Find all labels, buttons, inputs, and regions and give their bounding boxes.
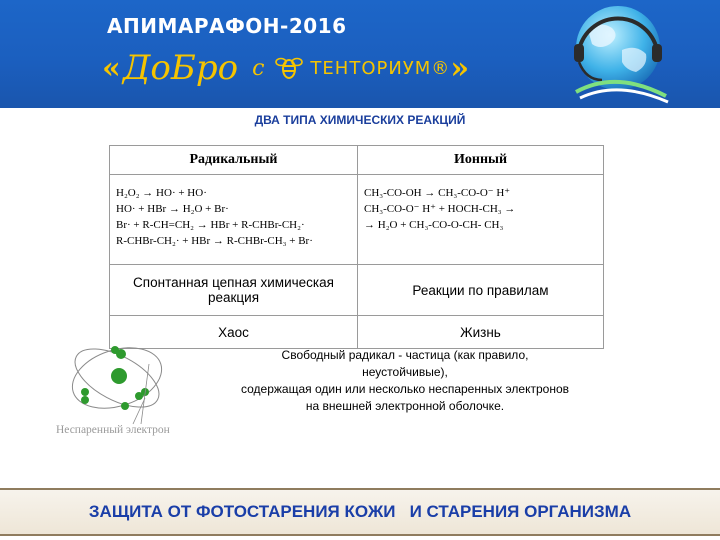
- slogan-conj: с: [252, 55, 265, 81]
- table-header-row: [110, 146, 604, 175]
- unpaired-electron-label: Неспаренный электрон: [56, 424, 170, 436]
- radical-equations: [110, 175, 358, 265]
- event-title: АПИМАРАФОН-2016: [107, 14, 347, 38]
- radical-eq-line: Br· + R-CH=CH₂ → HBr + R-CHBr-CH₂·: [116, 219, 305, 231]
- quote-close: »: [450, 50, 470, 86]
- definition-line: на внешней электронной оболочке.: [305, 399, 505, 413]
- slogan: [102, 48, 469, 88]
- ionic-equations: [358, 175, 604, 265]
- header-banner: [0, 0, 720, 108]
- slide-title: ДВА ТИПА ХИМИЧЕСКИХ РЕАКЦИЙ: [254, 113, 466, 127]
- definition-line: Свободный радикал - частица (как правило,: [281, 348, 529, 362]
- radical-eq-line: R-CHBr-CH₂· + HBr → R-CHBr-CH₃ + Br·: [116, 235, 313, 247]
- ionic-eq-line: CH₃-CO-OH → CH₃-CO-O⁻ H⁺: [364, 187, 511, 199]
- radical-eq-line: HO· + HBr → H₂O + Br·: [116, 203, 229, 215]
- ionic-summary: Жизнь: [358, 316, 604, 349]
- ionic-type: Реакции по правилам: [358, 265, 604, 316]
- reaction-table: [109, 145, 604, 349]
- definition-line: неустойчивые),: [362, 365, 448, 379]
- quote-open: «: [102, 50, 121, 86]
- brand-name: ТЕНТОРИУМ®: [310, 57, 451, 79]
- slogan-word: ДоБро: [122, 48, 239, 88]
- ionic-eq-line: → H₂O + CH₃-CO-O-CH- CH₃: [364, 219, 504, 231]
- radical-type: Спонтанная цепная химическая реакция: [110, 265, 358, 316]
- header-radical: Радикальный: [110, 146, 358, 175]
- ionic-eq-line: CH₃-CO-O⁻ H⁺ + HOCH-CH₃ →: [364, 203, 516, 215]
- bee-icon: [274, 53, 304, 83]
- header-ionic: Ионный: [358, 146, 604, 175]
- definition-line: содержащая один или несколько неспаренных электронов: [240, 382, 569, 396]
- equations-row: [110, 175, 604, 265]
- globe-headset-icon: [556, 0, 686, 108]
- footer-banner: [0, 488, 720, 536]
- reaction-type-row: [110, 265, 604, 316]
- radical-eq-line: H₂O₂ → HO· + HO·: [116, 187, 207, 199]
- radical-summary: Хаос: [110, 316, 358, 349]
- free-radical-definition: [205, 347, 605, 415]
- footer-text: ЗАЩИТА ОТ ФОТОСТАРЕНИЯ КОЖИ И СТАРЕНИЯ ОРГАНИЗМА: [88, 502, 632, 521]
